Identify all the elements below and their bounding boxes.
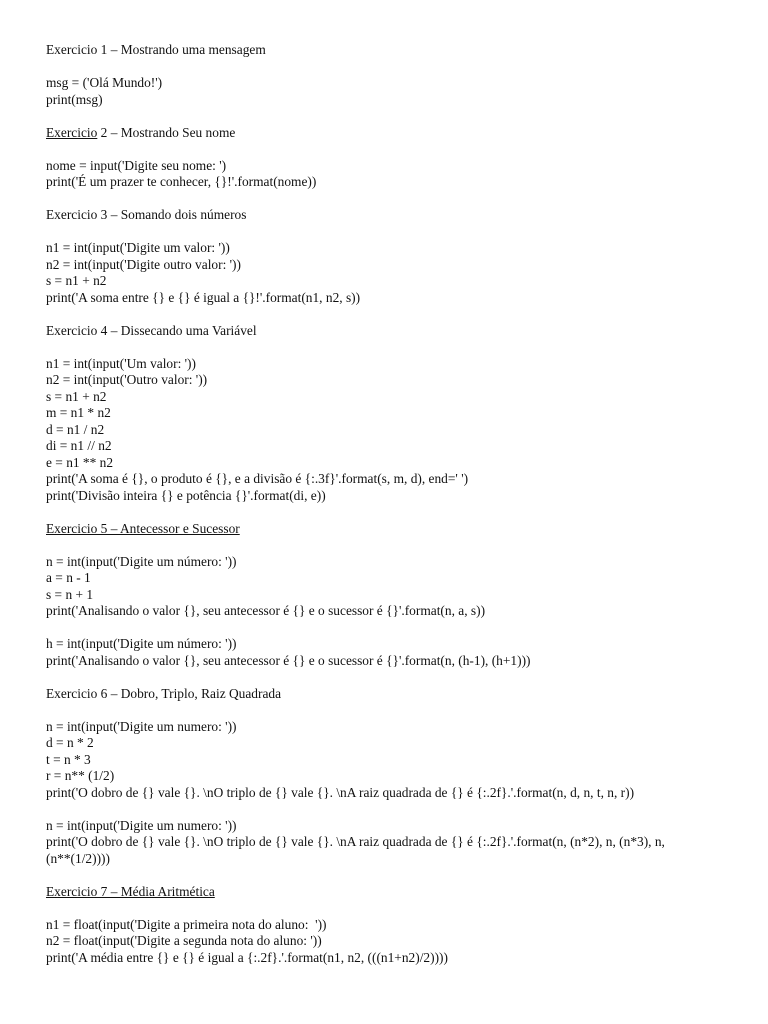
- blank-line: [46, 141, 746, 158]
- code-line: print('É um prazer te conhecer, {}!'.format(nome)): [46, 174, 317, 189]
- document-page: [46, 42, 746, 966]
- code-line: print('O dobro de {} vale {}. \nO triplo de {} vale {}. \nA raiz quadrada de {} é {:.2f}.'.format(n, d, n, t, n, r)): [46, 784, 635, 800]
- blank-line: [46, 620, 746, 637]
- code-line: n2 = int(input('Outro valor: ')): [46, 372, 208, 387]
- code-block: [46, 917, 746, 967]
- code-block: [46, 240, 746, 306]
- code-line: print('Divisão inteira {} e potência {}'.format(di, e)): [46, 487, 326, 503]
- code-line: n1 = int(input('Digite um valor: ')): [46, 240, 230, 255]
- code-line: di = n1 // n2: [46, 438, 112, 453]
- code-line: n1 = int(input('Um valor: ')): [46, 355, 196, 371]
- code-line: msg = ('Olá Mundo!'): [46, 75, 163, 90]
- exercise-heading-5: Exercicio 5 – Antecessor e Sucessor: [46, 520, 240, 536]
- exercise-heading-1: Exercicio 1 – Mostrando uma mensagem: [46, 42, 266, 57]
- code-line: print('Analisando o valor {}, seu antecessor é {} e o sucessor é {}'.format(n, a, s)): [46, 603, 486, 618]
- code-line: print('A soma é {}, o produto é {}, e a divisão é {:.3f}'.format(s, m, d), end=' '): [46, 471, 469, 486]
- code-line: t = n * 3: [46, 751, 91, 767]
- exercise-heading-2: [46, 125, 746, 142]
- blank-line: [46, 108, 746, 125]
- blank-line: [46, 306, 746, 323]
- code-line: n = int(input('Digite um numero: ')): [46, 718, 237, 734]
- exercise-heading-3: Exercicio 3 – Somando dois números: [46, 207, 247, 222]
- code-line: r = n** (1/2): [46, 768, 115, 783]
- code-line: d = n * 2: [46, 735, 94, 750]
- blank-line: [46, 504, 746, 521]
- blank-line: [46, 537, 746, 554]
- code-line: (n**(1/2)))): [46, 850, 110, 866]
- code-line: n = int(input('Digite um numero: ')): [46, 817, 237, 833]
- exercise-heading-underlined-word: Exercicio: [46, 124, 98, 140]
- code-block: [46, 75, 746, 108]
- code-line: m = n1 * n2: [46, 405, 111, 420]
- code-line: print('Analisando o valor {}, seu antecessor é {} e o sucessor é {}'.format(n, (h-1), (h+1))): [46, 652, 531, 668]
- blank-line: [46, 339, 746, 356]
- code-line: a = n - 1: [46, 570, 91, 585]
- code-line: s = n1 + n2: [46, 388, 107, 404]
- code-block: [46, 636, 746, 669]
- code-block: [46, 356, 746, 505]
- exercise-heading-rest: 2 – Mostrando Seu nome: [97, 124, 236, 140]
- code-line: s = n1 + n2: [46, 273, 107, 288]
- code-line: n2 = int(input('Digite outro valor: ')): [46, 256, 241, 272]
- blank-line: [46, 224, 746, 241]
- code-line: nome = input('Digite seu nome: '): [46, 157, 227, 173]
- code-block: [46, 818, 746, 868]
- code-line: s = n + 1: [46, 586, 94, 602]
- blank-line: [46, 867, 746, 884]
- blank-line: [46, 59, 746, 76]
- code-line: e = n1 ** n2: [46, 454, 114, 470]
- blank-line: [46, 801, 746, 818]
- code-block: [46, 554, 746, 620]
- blank-line: [46, 669, 746, 686]
- code-line: print('A soma entre {} e {} é igual a {}!'.format(n1, n2, s)): [46, 289, 361, 305]
- code-block: [46, 719, 746, 802]
- blank-line: [46, 702, 746, 719]
- exercise-heading-4: Exercicio 4 – Dissecando uma Variável: [46, 322, 257, 338]
- code-line: n2 = float(input('Digite a segunda nota do aluno: ')): [46, 933, 322, 948]
- code-line: d = n1 / n2: [46, 421, 105, 437]
- code-line: h = int(input('Digite um número: ')): [46, 636, 237, 651]
- code-block: [46, 158, 746, 191]
- blank-line: [46, 191, 746, 208]
- code-line: n = int(input('Digite um número: ')): [46, 553, 237, 569]
- code-line: print('O dobro de {} vale {}. \nO triplo de {} vale {}. \nA raiz quadrada de {} é {:.2f}.'.format(n, (n*2), n, (n*3), n,: [46, 834, 665, 849]
- code-line: print('A média entre {} e {} é igual a {:.2f}.'.format(n1, n2, (((n1+n2)/2)))): [46, 949, 448, 965]
- code-line: n1 = float(input('Digite a primeira nota do aluno: ')): [46, 916, 327, 932]
- code-line: print(msg): [46, 91, 103, 107]
- exercise-heading-6: Exercicio 6 – Dobro, Triplo, Raiz Quadrada: [46, 685, 282, 701]
- blank-line: [46, 900, 746, 917]
- exercise-heading-7: Exercicio 7 – Média Aritmética: [46, 883, 215, 899]
